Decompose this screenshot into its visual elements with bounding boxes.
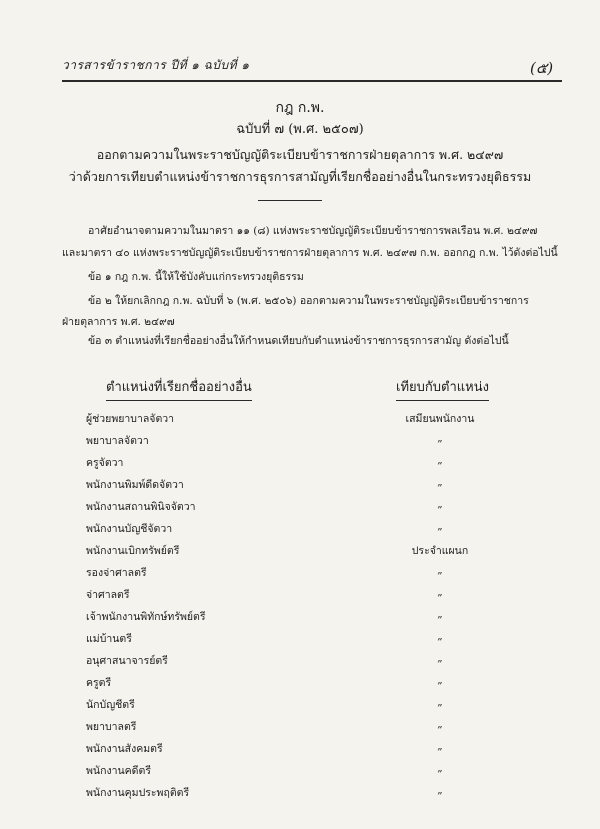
position-name: พยาบาลตรี (86, 721, 137, 733)
page-number: (๕) (530, 59, 554, 77)
position-name: พยาบาลจัตวา (86, 435, 149, 447)
equivalent-position: „ (437, 652, 443, 664)
table-row (0, 740, 600, 762)
table-row (0, 542, 600, 564)
clause-2-line-2: ฝ่ายตุลาการ พ.ศ. ๒๔๙๗ (62, 316, 175, 328)
regulation-title: กฎ ก.พ. (275, 100, 325, 116)
column-header-equivalent: เทียบกับตำแหน่ง (396, 376, 489, 401)
position-name: พนักงานเบิกทรัพย์ตรี (86, 545, 180, 557)
equivalent-position: „ (437, 784, 443, 796)
table-row (0, 476, 600, 498)
position-name: พนักงานคดีตรี (86, 765, 151, 777)
position-name: รองจ่าศาลตรี (86, 567, 147, 579)
equivalent-position: „ (437, 718, 443, 730)
position-name: พนักงานสถานพินิจจัตวา (86, 501, 196, 513)
clause-3: ข้อ ๓ ตำแหน่งที่เรียกชื่ออย่างอื่นให้กำหนดเทียบกับตำแหน่งข้าราชการธุรการสามัญ ดังต่อไปนี้ (88, 335, 509, 347)
equivalent-position: „ (437, 696, 443, 708)
preamble-line-1: อาศัยอำนาจตามความในมาตรา ๑๑ (๘) แห่งพระราชบัญญัติระเบียบข้าราชการพลเรือน พ.ศ. ๒๔๙๗ (88, 225, 538, 237)
equivalent-position: „ (437, 608, 443, 620)
clause-2-line-1: ข้อ ๒ ให้ยกเลิกกฎ ก.พ. ฉบับที่ ๖ (พ.ศ. ๒๕๐๖) ออกตามความในพระราชบัญญัติระเบียบข้าราชการ (88, 295, 529, 307)
table-row (0, 652, 600, 674)
equivalent-position: „ (437, 432, 443, 444)
table-row (0, 718, 600, 740)
position-name: เจ้าพนักงานพิทักษ์ทรัพย์ตรี (86, 611, 206, 623)
table-row (0, 454, 600, 476)
position-name: พนักงานคุมประพฤติตรี (86, 787, 190, 799)
equivalent-position: ประจำแผนก (411, 545, 469, 557)
table-row (0, 520, 600, 542)
header-divider (62, 80, 562, 82)
table-row (0, 696, 600, 718)
equivalent-position: เสมียนพนักงาน (405, 413, 475, 425)
clause-1: ข้อ ๑ กฎ ก.พ. นี้ให้ใช้บังคับแก่กระทรวงยุติธรรม (88, 271, 304, 283)
preamble-line-2: และมาตรา ๔๐ แห่งพระราชบัญญัติระเบียบข้าราชการฝ่ายตุลาการ พ.ศ. ๒๔๙๗ ก.พ. ออกกฎ ก.พ. ไว้ดังต่อไปนี้ (62, 247, 558, 259)
table-row (0, 498, 600, 520)
table-row (0, 630, 600, 652)
equivalent-position: „ (437, 762, 443, 774)
title-divider (258, 200, 322, 201)
position-name: ผู้ช่วยพยาบาลจัตวา (86, 413, 175, 425)
table-row (0, 608, 600, 630)
position-name: พนักงานพิมพ์ดีดจัตวา (86, 479, 184, 491)
position-name: นักบัญชีตรี (86, 699, 135, 711)
table-row (0, 410, 600, 432)
table-row (0, 432, 600, 454)
column-header-position: ตำแหน่งที่เรียกชื่ออย่างอื่น (106, 376, 252, 401)
equivalent-position: „ (437, 454, 443, 466)
position-name: ครูตรี (86, 677, 112, 689)
table-row (0, 784, 600, 806)
table-row (0, 762, 600, 784)
equivalent-position: „ (437, 586, 443, 598)
table-row (0, 674, 600, 696)
position-name: พนักงานบัญชีจัตวา (86, 523, 173, 535)
equivalent-position: „ (437, 476, 443, 488)
regulation-authority: ออกตามความในพระราชบัญญัติระเบียบข้าราชการฝ่ายตุลาการ พ.ศ. ๒๔๙๗ (96, 147, 504, 162)
position-name: อนุศาสนาจารย์ตรี (86, 655, 168, 667)
equivalent-position: „ (437, 674, 443, 686)
equivalent-position: „ (437, 564, 443, 576)
equivalent-position: „ (437, 630, 443, 642)
table-row (0, 564, 600, 586)
equivalent-position: „ (437, 740, 443, 752)
equivalent-position: „ (437, 498, 443, 510)
regulation-subject: ว่าด้วยการเทียบตำแหน่งข้าราชการธุรการสามัญที่เรียกชื่ออย่างอื่นในกระทรวงยุติธรรม (68, 169, 532, 184)
table-row (0, 586, 600, 608)
equivalent-position: „ (437, 520, 443, 532)
position-name: แม่บ้านตรี (86, 633, 132, 645)
position-name: ครูจัตวา (86, 457, 124, 469)
position-name: พนักงานสังคมตรี (86, 743, 163, 755)
journal-header: วารสารข้าราชการ ปีที่ ๑ ฉบับที่ ๑ (62, 58, 250, 72)
regulation-number: ฉบับที่ ๗ (พ.ศ. ๒๕๐๗) (236, 122, 364, 137)
position-name: จ่าศาลตรี (86, 589, 130, 601)
